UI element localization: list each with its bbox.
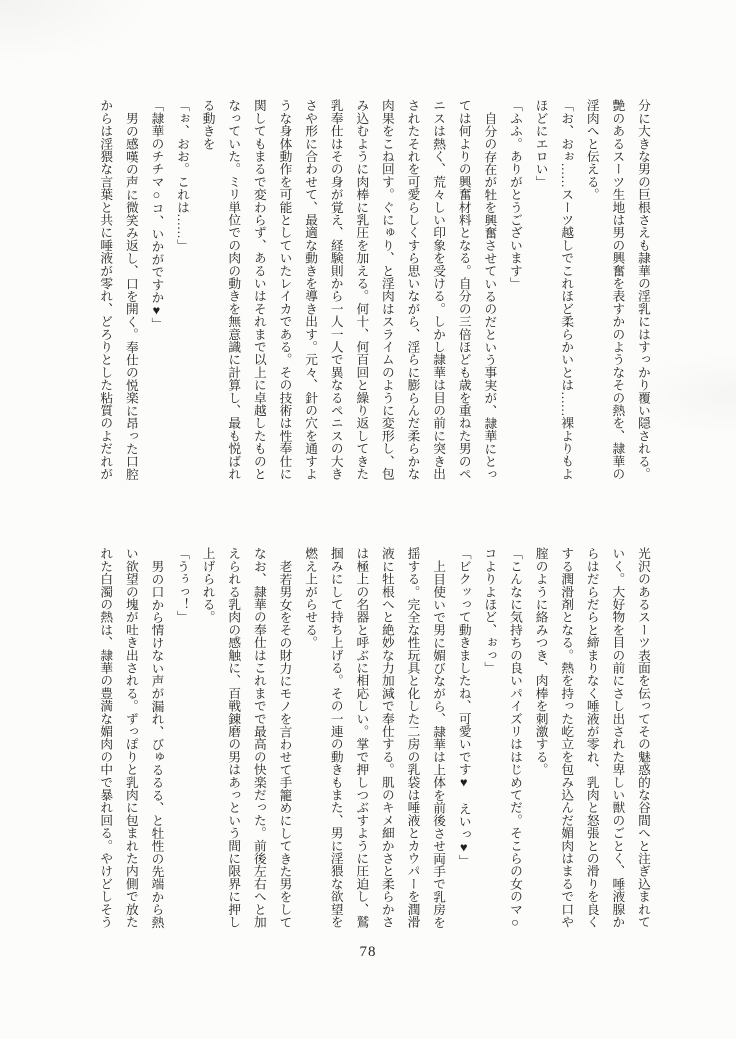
text-column: 液に牡根へと絶妙な力加減で奉仕する。肌のキメ細かさと柔らかさ [379,547,394,928]
text-column: なお、隷華の奉仕はこれまでで最高の快楽だった。前後左右へと加 [251,547,266,928]
text-column: らはだらだらと締まりなく唾液が零れ、乳肉と怒張との滑りを良く [584,547,599,928]
text-column: うな身体動作を可能としていたレイカである。その技術は性奉仕に [277,99,292,480]
text-column: 燃え上がらせる。 [303,547,318,649]
text-block-top [86,99,649,482]
text-column: されたそれを可愛らしくすら思いながら、淫らに膨らんだ柔らかな [405,99,420,480]
page-number: 78 [359,944,377,960]
text-column: いく。大好物を目の前にさし出された卑しい獣のごとく、唾液腺か [610,547,625,928]
text-column: 艶のあるスーツ生地は男の興奮を表すかのようなその熱を、隷華の [610,99,625,480]
text-column: 揺する。完全な性玩具と化した二房の乳袋は唾液とカウパーを潤滑 [405,547,420,928]
text-column: からは淫猥な言葉と共に唾液が零れ、どろりとした粘質のよだれが [98,99,113,480]
text-column: 「うぅっ！」 [175,547,190,624]
text-column: 分に大きな男の巨根さえも隷華の淫乳にはすっかり覆い隠される。 [636,99,650,480]
text-column: コよりよほど、ぉっ」 [482,547,497,674]
text-column: 乳奉仕はその身が覚え、経験則から一人一人で異なるペニスの大き [328,99,343,480]
text-column: 腟のように絡みつき、肉棒を刺激する。 [533,547,548,776]
text-column: 掴みにして持ち上げる。その一連の動きもまた、男に淫猥な欲望を [328,547,343,928]
text-column: み込むように肉棒に乳圧を加える。何十、何百回と繰り返してきた [354,99,369,480]
text-column: 「ビクッって動きましたね、可愛いです♥ えいっ♥」 [456,547,471,868]
text-column: 「隷華のチチマ○コ、いかがですか♥」 [149,99,164,331]
text-column: 男の感嘆の声に微笑み返し、口を開く。奉仕の悦楽に昂った口腔 [123,111,138,480]
text-column: る動きを [200,99,215,150]
text-column: 男の口から情けない声が漏れ、びゅるるる、と牡性の先端から熱 [149,559,164,928]
text-column: 上げられる。 [200,547,215,624]
text-column: えられる乳肉の感触に、百戦錬磨の男はあっという間に限界に押し [226,547,241,928]
text-column: 自分の存在が牡を興奮させているのだという事実が、隷華にとっ [482,111,497,480]
text-column: 上目使いで男に媚びながら、隷華は上体を前後させ両手で乳房を [431,559,446,928]
text-column: は極上の名器と呼ぶに相応しい。掌で押しつぶすように圧迫し、鷲 [354,547,369,928]
text-column: ほどにエロい」 [533,99,548,188]
text-column: れた白濁の熱は、隷華の豊満な媚肉の中で暴れ回る。やけどしそう [98,547,113,928]
text-column: する潤滑剤となる。熱を持った屹立を包み込んだ媚肉はまるで口や [559,547,574,928]
text-column: 肉果をこね回す。ぐにゅり、と淫肉はスライムのように変形し、包 [379,99,394,480]
text-column: 光沢のあるスーツ表面を伝ってその魅惑的な谷間へと注ぎ込まれて [636,547,650,928]
text-column: ニスは熱く、荒々しい印象を受ける。しかし隷華は目の前に突き出 [431,99,446,480]
text-column: い欲望の塊が吐き出される。ずっぽりと乳肉に包まれた内側で放た [123,547,138,928]
text-column: 「お、おぉ……スーツ越しでこれほど柔らかいとは……裸よりもよ [559,99,574,480]
text-column: 「ぉ、おお。これは……」 [175,99,190,252]
text-column: 老若男女をその財力にモノを言わせて手籠めにしてきた男をして [277,559,292,928]
text-column: ては何よりの興奮材料となる。自分の三倍ほども歳を重ねた男のペ [456,99,471,480]
text-column: 「ふふ。ありがとうございます」 [507,99,522,290]
text-column: さや形に合わせて、最適な動きを導き出す。元々、針の穴を通すよ [303,99,318,480]
text-column: 「こんなに気持ちの良いパイズリははじめてだ。そこらの女のマ○ [507,547,522,930]
text-column: なっていた。ミリ単位での肉の動きを無意識に計算し、最も悦ばれ [226,99,241,480]
text-column: 関してもまるで変わらず、あるいはそれまで以上に卓越したものと [251,99,266,480]
text-block-bottom [86,547,649,936]
text-column: 淫肉へと伝える。 [584,99,599,201]
